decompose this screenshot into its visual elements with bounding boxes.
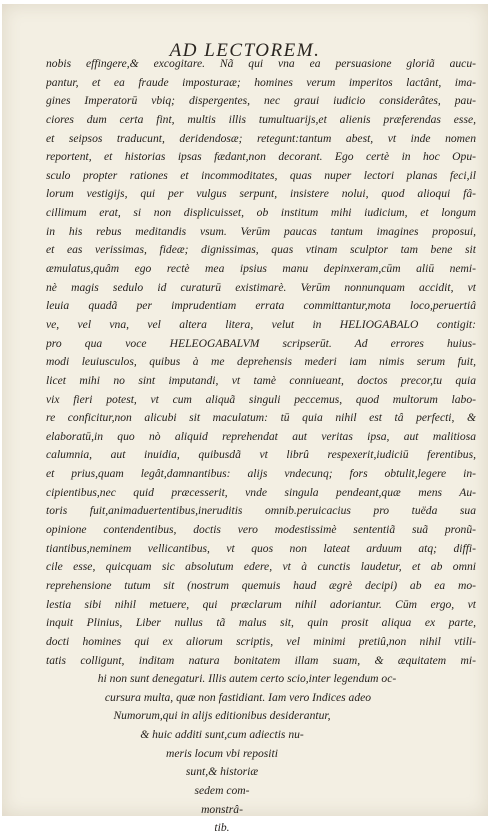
text-line-38: meris locum vbi repositi bbox=[166, 746, 278, 760]
text-line-36: Numorum,qui in alijs editionibus desiderantur, bbox=[113, 709, 331, 723]
text-line-2: pantur, et ea fraude imposturaæ; homines verum imperitos lactânt, ima- bbox=[46, 75, 476, 89]
text-line-9: cillimum erat, si non displicuisset, ob institum mihi iudicium, et longum bbox=[46, 206, 476, 220]
text-line-3: gines Imperatorū vbiq; dispergentes, nec graui iudicio considerâtes, pau- bbox=[46, 94, 476, 108]
text-line-30: lestia sibi nihil metuere, qui præclarum nihil adoriantur. Cūm ergo, vt bbox=[46, 597, 476, 611]
text-line-1: nobis effingere,& excogitare. Nã qui vna ea persuasione gloriã aucu- bbox=[46, 57, 476, 70]
book-page bbox=[2, 4, 488, 835]
text-line-34: hi non sunt denegaturi. Illis autem certo scio,inter legendum oc- bbox=[97, 672, 397, 686]
text-line-19: vix fieri potest, vt cum aliquã singuli peccemus, quod multorum labo- bbox=[46, 392, 476, 406]
text-line-27: tiantibus,neminem vellicantibus, vt quos non lateat arduum atq; diffi- bbox=[46, 541, 476, 555]
text-line-4: ciores dum certa fint, multis illis tumultuarijs,et alienis præferendas esse, bbox=[46, 112, 476, 126]
text-line-15: ve, vel vna, vel altera litera, velut in HELIOGABALO contigit: bbox=[46, 317, 476, 331]
text-line-24: cipientibus,nec quid præcesserit, vnde singula pendeant,quæ mens Au- bbox=[46, 485, 476, 499]
text-line-33: tatis colligunt, inditam natura bonitatem illam suam, & æquitatem mi- bbox=[46, 653, 476, 667]
text-line-31: inquit Plinius, Liber nullus tã malus sit, quin prosit aliqua ex parte, bbox=[46, 616, 476, 630]
text-line-23: et prius,quam legât,damnantibus: alijs vndecunq; fors obtulit,legere in- bbox=[46, 467, 476, 481]
text-line-42: tib. bbox=[214, 821, 230, 835]
text-line-14: leuia quadã per imprudentiam errata committantur,mota loco,peruertiâ bbox=[46, 299, 476, 313]
text-line-10: in his rebus meditandis vsum. Verūm paucas tantum imagines proposui, bbox=[46, 224, 476, 238]
body-text bbox=[46, 55, 476, 838]
text-line-20: re conficitur,non alicubi sit maculatum: tū quia nihil est tâ perfecti, & bbox=[46, 411, 476, 425]
text-line-21: elaboratū,in quo nò aliquid reprehendat aut veritas ipsa, aut malitiosa bbox=[46, 429, 476, 443]
text-line-22: calumnia, aut inuidia, quibusdã vt librû respexerit,iudiciū ferentibus, bbox=[46, 448, 476, 462]
text-line-40: sedem com- bbox=[194, 783, 250, 797]
text-line-5: et seipsos traducunt, deridendosæ; retegunt:tantum abest, vt inde nomen bbox=[46, 131, 476, 145]
text-line-7: sculo propter rationes et incommoditates, quas nuper lectori planas feci,il bbox=[46, 168, 476, 182]
text-line-29: reprehensione tutum sit (nostrum quemuis haud ægrè decipi) ab ea mo- bbox=[46, 578, 476, 592]
text-line-25: toris fuit,animaduertentibus,ineruditis omnib.peruicacius pro tuëda sua bbox=[46, 504, 476, 518]
text-line-8: lorum vestigijs, qui per vulgus serpunt, insistere nolui, quod alioqui fâ- bbox=[46, 187, 476, 201]
text-line-16: pro qua voce HELEOGABALVM scripserūt. Ad errores huius- bbox=[46, 336, 476, 350]
text-line-17: modi leuiusculos, quibus à me deprehensis mederi iam nimis serum fuit, bbox=[46, 355, 476, 369]
text-line-35: cursura multa, quæ non fastidiant. Iam vero Indices adeo bbox=[104, 690, 372, 704]
text-line-37: & huic additi sunt,cum adiectis nu- bbox=[140, 728, 304, 742]
text-line-13: nè magis sedulo id curaturū existimarè. Verūm nonnunquam accidit, vt bbox=[46, 280, 476, 294]
text-line-39: sunt,& historiæ bbox=[185, 765, 259, 779]
text-line-32: docti homines qui ex aliorum scriptis, vel minimi pretiû,non nihil vtili- bbox=[46, 634, 476, 648]
text-line-41: monstrâ- bbox=[201, 802, 243, 816]
page-heading: AD LECTOREM. bbox=[169, 40, 321, 61]
text-line-11: et eas verissimas, fideæ; dignissimas, quas vtinam sculptor tam bene sit bbox=[46, 243, 476, 257]
text-line-18: licet mihi no sint imputandi, vt tamè conniueant, doctos precor,tu quia bbox=[46, 373, 476, 387]
text-line-28: cile esse, quicquam sic absolutum edere, vt à cunctis laudetur, et ab omni bbox=[46, 560, 476, 574]
text-line-12: æmulatus,quâm ego rectè mea ipsius manu depinxeram,cūm aliū nemi- bbox=[46, 262, 476, 276]
text-line-26: opinione contendentibus, doctis vero modestissimè sententiã suã pronũ- bbox=[46, 523, 476, 537]
text-line-6: reportent, et historias ipsas fædant,non decorant. Ego certè in hoc Opu- bbox=[46, 150, 476, 164]
